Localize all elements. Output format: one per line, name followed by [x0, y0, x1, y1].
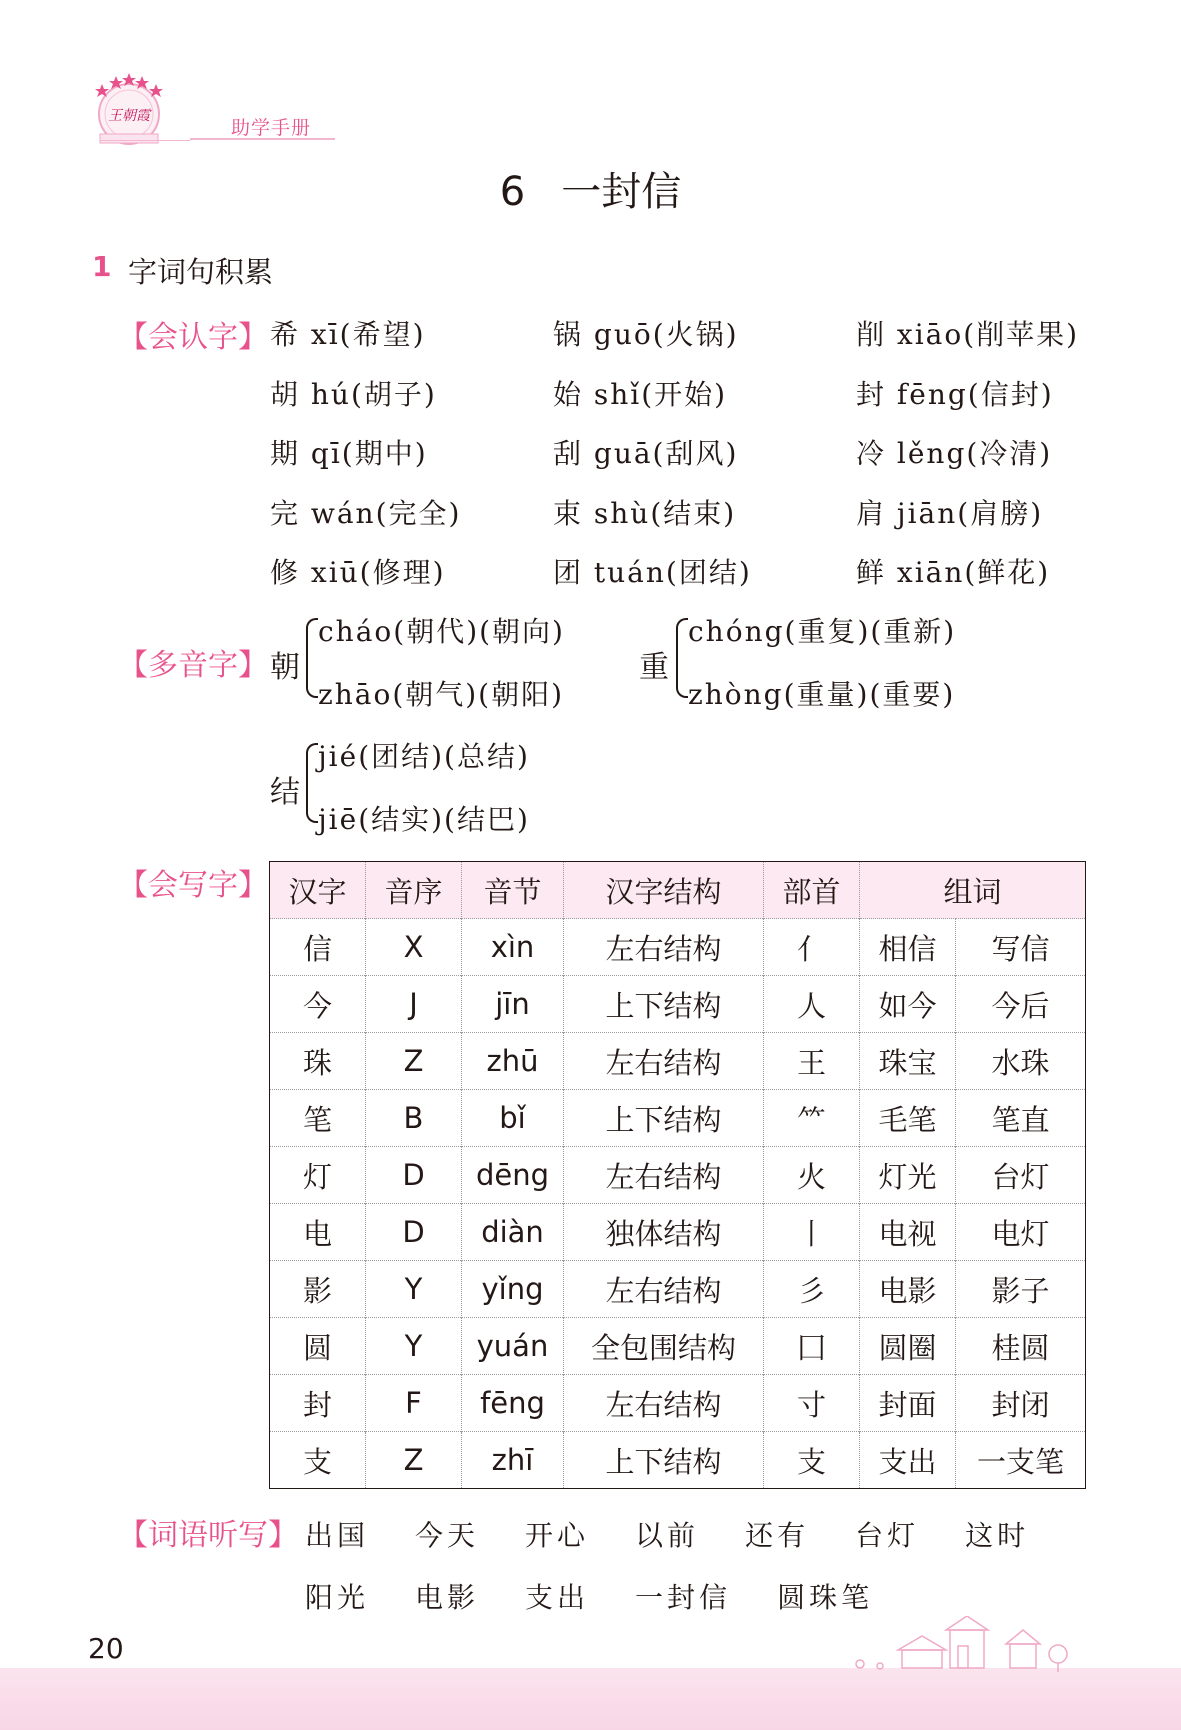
table-row	[270, 1318, 1086, 1375]
cell-structure: 左右结构	[564, 919, 764, 976]
cell-index: F	[366, 1375, 462, 1432]
cell-syllable: jīn	[462, 976, 564, 1033]
cell-radical: 王	[764, 1033, 860, 1090]
lesson-name: 一封信	[561, 169, 682, 215]
cell-syllable: dēng	[462, 1147, 564, 1204]
recognize-entry: 始 shǐ(开始)	[553, 377, 728, 411]
recognize-entry: 束 shù(结束)	[553, 496, 737, 530]
recognize-entry: 刮 guā(刮风)	[553, 437, 739, 470]
cell-radical: 亻	[764, 919, 860, 976]
header-words: 组词	[860, 862, 1086, 919]
polyphone-char: 朝	[270, 650, 300, 685]
cell-syllable: zhī	[462, 1432, 564, 1489]
cell-word: 支出	[860, 1432, 956, 1489]
header-syllable: 音节	[462, 862, 564, 919]
dictation-word: 今天	[415, 1519, 480, 1552]
cell-word: 桂圆	[956, 1318, 1086, 1375]
recognize-entry: 削 xiāo(削苹果)	[856, 318, 1080, 351]
lesson-title	[0, 160, 1181, 217]
cell-radical: 彡	[764, 1261, 860, 1318]
table-row	[270, 1204, 1086, 1261]
table-row	[270, 1090, 1086, 1147]
cell-structure: 全包围结构	[564, 1318, 764, 1375]
cell-word: 台灯	[956, 1147, 1086, 1204]
cell-index: Z	[366, 1033, 462, 1090]
recognize-entry: 修 xiū(修理)	[270, 556, 446, 589]
polyphone-brace	[306, 743, 318, 823]
cell-word: 封闭	[956, 1375, 1086, 1432]
cell-word: 如今	[860, 976, 956, 1033]
polyphone-reading: zhāo(朝气)(朝阳)	[318, 678, 565, 711]
cell-char: 电	[270, 1204, 366, 1261]
dictation-word: 开心	[525, 1519, 590, 1552]
cell-index: Z	[366, 1432, 462, 1489]
dictation-word: 台灯	[855, 1519, 920, 1552]
dictation-word: 阳光	[305, 1581, 370, 1614]
polyphone-brace	[676, 618, 688, 698]
dictation-word: 还有	[745, 1519, 810, 1552]
cell-radical: ⺮	[764, 1090, 860, 1147]
cell-word: 毛笔	[860, 1090, 956, 1147]
recognize-entry: 冷 lěng(冷清)	[856, 437, 1053, 470]
cell-char: 封	[270, 1375, 366, 1432]
dictation-word: 出国	[305, 1519, 370, 1552]
polyphone-reading: zhòng(重量)(重要)	[688, 678, 956, 711]
cell-word: 封面	[860, 1375, 956, 1432]
footer-band	[0, 1668, 1181, 1730]
cell-syllable: xìn	[462, 919, 564, 976]
polyphone-reading: cháo(朝代)(朝向)	[318, 615, 565, 648]
cell-structure: 左右结构	[564, 1261, 764, 1318]
cell-word: 电视	[860, 1204, 956, 1261]
svg-text:王朝霞: 王朝霞	[108, 108, 150, 124]
cell-word: 珠宝	[860, 1033, 956, 1090]
cell-word: 圆圈	[860, 1318, 956, 1375]
cell-syllable: zhū	[462, 1033, 564, 1090]
cell-word: 电影	[860, 1261, 956, 1318]
cell-char: 珠	[270, 1033, 366, 1090]
table-row	[270, 1147, 1086, 1204]
polyphone-reading: chóng(重复)(重新)	[688, 615, 957, 648]
dictation-word: 以前	[635, 1519, 700, 1552]
table-row	[270, 1033, 1086, 1090]
recognize-tag: 【会认字】	[118, 320, 268, 355]
dictation-line-1	[305, 1514, 1075, 1554]
dictation-line-2	[305, 1576, 919, 1616]
recognize-entry: 期 qī(期中)	[270, 437, 428, 470]
writing-table	[269, 861, 1086, 1489]
table-row	[270, 1375, 1086, 1432]
recognize-entry: 团 tuán(团结)	[553, 556, 752, 589]
lesson-number: 6	[499, 169, 526, 215]
table-row	[270, 919, 1086, 976]
cell-syllable: diàn	[462, 1204, 564, 1261]
cell-syllable: yǐng	[462, 1261, 564, 1318]
polyphone-tag: 【多音字】	[118, 648, 268, 683]
write-tag: 【会写字】	[118, 868, 268, 903]
cell-char: 笔	[270, 1090, 366, 1147]
cell-index: J	[366, 976, 462, 1033]
cell-radical: 丨	[764, 1204, 860, 1261]
polyphone-reading: jié(团结)(总结)	[318, 740, 530, 773]
cell-word: 电灯	[956, 1204, 1086, 1261]
cell-syllable: yuán	[462, 1318, 564, 1375]
cell-structure: 左右结构	[564, 1375, 764, 1432]
dictation-tag: 【词语听写】	[118, 1518, 298, 1553]
polyphone-reading: jiē(结实)(结巴)	[318, 803, 530, 836]
cell-radical: 人	[764, 976, 860, 1033]
cell-index: Y	[366, 1318, 462, 1375]
cell-index: D	[366, 1204, 462, 1261]
section-title: 字词句积累	[128, 255, 274, 289]
cell-structure: 上下结构	[564, 976, 764, 1033]
recognize-entry: 胡 hú(胡子)	[270, 377, 437, 411]
recognize-entry: 完 wán(完全)	[270, 496, 462, 530]
publisher-logo	[92, 70, 166, 150]
table-header-row	[270, 862, 1086, 919]
cell-word: 一支笔	[956, 1432, 1086, 1489]
cell-structure: 左右结构	[564, 1033, 764, 1090]
cell-char: 信	[270, 919, 366, 976]
header-char: 汉字	[270, 862, 366, 919]
table-row	[270, 1432, 1086, 1489]
cell-radical: 火	[764, 1147, 860, 1204]
cell-char: 圆	[270, 1318, 366, 1375]
section-number: 1	[92, 250, 112, 283]
cell-word: 相信	[860, 919, 956, 976]
cell-word: 笔直	[956, 1090, 1086, 1147]
recognize-entry: 锅 guō(火锅)	[553, 318, 739, 351]
dictation-word: 电影	[415, 1581, 480, 1614]
cell-word: 影子	[956, 1261, 1086, 1318]
table-row	[270, 1261, 1086, 1318]
table-row	[270, 976, 1086, 1033]
dictation-word: 圆珠笔	[777, 1581, 874, 1614]
dictation-word: 这时	[965, 1519, 1030, 1552]
cell-char: 支	[270, 1432, 366, 1489]
cell-char: 灯	[270, 1147, 366, 1204]
recognize-entry: 鲜 xiān(鲜花)	[856, 556, 1051, 589]
cell-index: X	[366, 919, 462, 976]
cell-word: 写信	[956, 919, 1086, 976]
page-number: 20	[88, 1632, 124, 1665]
footer-house-illustration	[800, 1616, 1080, 1672]
recognize-entry: 封 fēng(信封)	[856, 377, 1054, 411]
cell-radical: 寸	[764, 1375, 860, 1432]
cell-word: 水珠	[956, 1033, 1086, 1090]
cell-char: 今	[270, 976, 366, 1033]
cell-structure: 左右结构	[564, 1147, 764, 1204]
cell-radical: 支	[764, 1432, 860, 1489]
header-structure: 汉字结构	[564, 862, 764, 919]
cell-structure: 上下结构	[564, 1090, 764, 1147]
cell-structure: 独体结构	[564, 1204, 764, 1261]
header-rule-left	[100, 140, 190, 141]
header-label: 助学手册	[231, 117, 312, 139]
header-radical: 部首	[764, 862, 860, 919]
polyphone-char: 重	[639, 650, 669, 685]
cell-index: B	[366, 1090, 462, 1147]
cell-structure: 上下结构	[564, 1432, 764, 1489]
dictation-word: 一封信	[635, 1581, 732, 1614]
cell-syllable: fēng	[462, 1375, 564, 1432]
cell-char: 影	[270, 1261, 366, 1318]
dictation-word: 支出	[525, 1581, 590, 1614]
cell-word: 今后	[956, 976, 1086, 1033]
cell-index: Y	[366, 1261, 462, 1318]
cell-radical: 囗	[764, 1318, 860, 1375]
recognize-entry: 肩 jiān(肩膀)	[856, 496, 1044, 530]
polyphone-char: 结	[270, 775, 300, 810]
cell-word: 灯光	[860, 1147, 956, 1204]
cell-syllable: bǐ	[462, 1090, 564, 1147]
cell-index: D	[366, 1147, 462, 1204]
header-index: 音序	[366, 862, 462, 919]
polyphone-brace	[306, 618, 318, 698]
recognize-entry: 希 xī(希望)	[270, 318, 426, 351]
